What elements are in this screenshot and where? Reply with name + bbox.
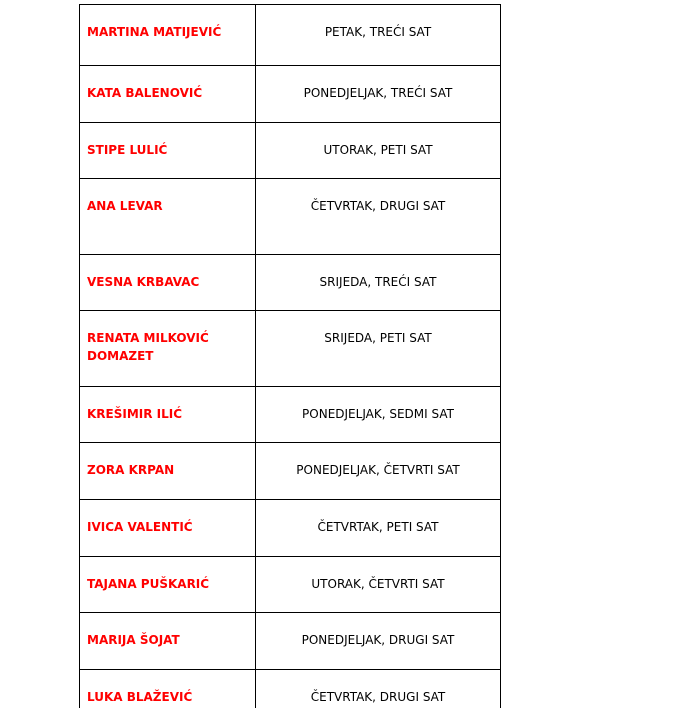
consultation-time-cell xyxy=(256,311,501,387)
teacher-name-cell xyxy=(80,5,256,66)
teacher-name-cell xyxy=(80,123,256,179)
schedule-sheet xyxy=(79,4,501,708)
consultation-time: UTORAK, ČETVRTI SAT xyxy=(311,577,445,591)
consultation-time-cell xyxy=(256,5,501,66)
table-row xyxy=(80,387,501,443)
teacher-name-cell xyxy=(80,557,256,613)
consultation-time: SRIJEDA, TREĆI SAT xyxy=(319,275,437,289)
teacher-name: TAJANA PUŠKARIĆ xyxy=(87,577,210,591)
consultation-time: PONEDJELJAK, ČETVRTI SAT xyxy=(296,463,460,477)
table-row xyxy=(80,255,501,311)
teacher-name: KATA BALENOVIĆ xyxy=(87,86,203,100)
consultation-time: UTORAK, PETI SAT xyxy=(323,143,433,157)
teacher-name: STIPE LULIĆ xyxy=(87,143,168,157)
consultation-time: SRIJEDA, PETI SAT xyxy=(324,331,432,345)
consultation-time: PONEDJELJAK, DRUGI SAT xyxy=(301,633,455,647)
consultation-time-cell xyxy=(256,670,501,708)
teacher-name: IVICA VALENTIĆ xyxy=(87,520,193,534)
teacher-name: RENATA MILKOVIĆ DOMAZET xyxy=(87,331,209,363)
consultation-time-cell xyxy=(256,66,501,123)
table-row xyxy=(80,311,501,387)
table-row xyxy=(80,500,501,557)
consultation-time-cell xyxy=(256,557,501,613)
consultation-time: PONEDJELJAK, SEDMI SAT xyxy=(302,407,454,421)
consultation-time: ČETVRTAK, DRUGI SAT xyxy=(310,199,446,213)
teacher-name: VESNA KRBAVAC xyxy=(87,275,200,289)
consultation-time: ČETVRTAK, PETI SAT xyxy=(317,520,439,534)
consultation-time-cell xyxy=(256,613,501,670)
teacher-name-cell xyxy=(80,66,256,123)
teacher-name-cell xyxy=(80,387,256,443)
table-row xyxy=(80,179,501,255)
teacher-name: MARTINA MATIJEVIĆ xyxy=(87,25,222,39)
consultation-time: PETAK, TREĆI SAT xyxy=(324,25,432,39)
teacher-name-cell xyxy=(80,255,256,311)
table-row xyxy=(80,613,501,670)
table-row xyxy=(80,557,501,613)
consultation-time-cell xyxy=(256,123,501,179)
consultation-time: ČETVRTAK, DRUGI SAT xyxy=(310,690,446,704)
consultation-time: PONEDJELJAK, TREĆI SAT xyxy=(303,86,453,100)
table-row xyxy=(80,123,501,179)
teacher-name-cell xyxy=(80,179,256,255)
teacher-name-cell xyxy=(80,670,256,708)
schedule-table-body xyxy=(80,5,501,708)
table-row xyxy=(80,443,501,500)
table-row xyxy=(80,5,501,66)
teacher-name: LUKA BLAŽEVIĆ xyxy=(87,690,193,704)
table-row xyxy=(80,66,501,123)
table-row xyxy=(80,670,501,708)
consultation-time-cell xyxy=(256,255,501,311)
consultation-time-cell xyxy=(256,443,501,500)
teacher-name: KREŠIMIR ILIĆ xyxy=(87,407,183,421)
teacher-name: ANA LEVAR xyxy=(87,199,163,213)
teacher-name-cell xyxy=(80,500,256,557)
consultation-schedule-table xyxy=(79,4,501,708)
teacher-name-cell xyxy=(80,311,256,387)
teacher-name: MARIJA ŠOJAT xyxy=(87,633,180,647)
teacher-name-cell xyxy=(80,443,256,500)
teacher-name: ZORA KRPAN xyxy=(87,463,175,477)
consultation-time-cell xyxy=(256,179,501,255)
consultation-time-cell xyxy=(256,387,501,443)
consultation-time-cell xyxy=(256,500,501,557)
teacher-name-cell xyxy=(80,613,256,670)
